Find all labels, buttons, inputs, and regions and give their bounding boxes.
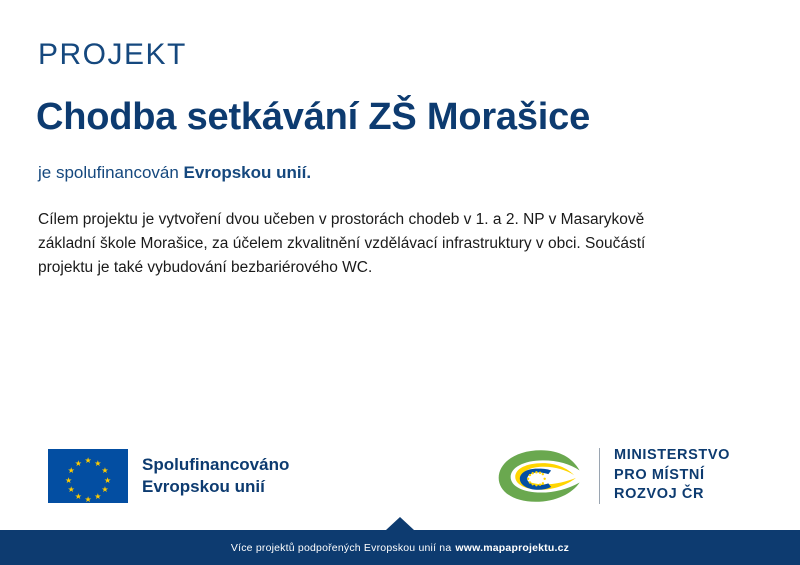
eu-star-icon: ★: [67, 485, 75, 495]
eu-flag-icon: [48, 449, 128, 503]
ministry-line2: PRO MÍSTNÍ: [614, 466, 705, 483]
poster-kicker: PROJEKT: [38, 38, 187, 71]
footer-link[interactable]: www.mapaprojektu.cz: [455, 541, 570, 554]
eu-star-icon: ★: [101, 465, 109, 475]
poster-subtitle: [38, 163, 311, 183]
eu-star-icon: ★: [104, 475, 112, 485]
footer-notch: [386, 517, 414, 530]
ministry-logo-divider: [599, 448, 600, 504]
eu-star-icon: ★: [94, 458, 102, 468]
eu-star-icon: ★: [74, 492, 82, 502]
poster-subtitle-prefix: je spolufinancován: [38, 163, 184, 182]
poster-body-text: Cílem projektu je vytvoření dvou učeben v prostorách chodeb v 1. a 2. NP v Masarykově základní škole Morašice, za účelem zkvalitnění vzdělávací infrastruktury v obci. Součástí projektu je také vybudování bezbariérového WC.: [38, 211, 646, 277]
eu-star-icon: ★: [94, 492, 102, 502]
poster-subtitle-strong: Evropskou unií.: [183, 163, 312, 182]
footer-bar: [0, 530, 800, 565]
ministry-line3: ROZVOJ ČR: [614, 486, 705, 503]
footer-text: Více projektů podpořených Evropskou unií na: [230, 541, 452, 554]
eu-star-icon: ★: [74, 458, 82, 468]
ministry-line1: MINISTERSTVO: [614, 447, 730, 464]
eu-star-icon: ★: [84, 456, 92, 465]
eu-star-icon: ★: [101, 485, 109, 495]
eu-star-icon: ★: [84, 495, 92, 504]
ministry-logo-text: [614, 446, 730, 505]
eu-emblem-line1: Spolufinancováno: [142, 455, 290, 475]
eu-star-icon: ★: [67, 465, 75, 475]
eu-emblem: [48, 449, 289, 503]
eu-emblem-text: [142, 454, 289, 498]
eu-star-icon: ★: [65, 475, 73, 485]
ministry-mark-icon: [495, 447, 587, 505]
eu-emblem-line2: Evropskou unií: [142, 477, 265, 496]
ministry-logo: [495, 446, 730, 505]
page-title: Chodba setkávání ZŠ Morašice: [36, 96, 591, 138]
